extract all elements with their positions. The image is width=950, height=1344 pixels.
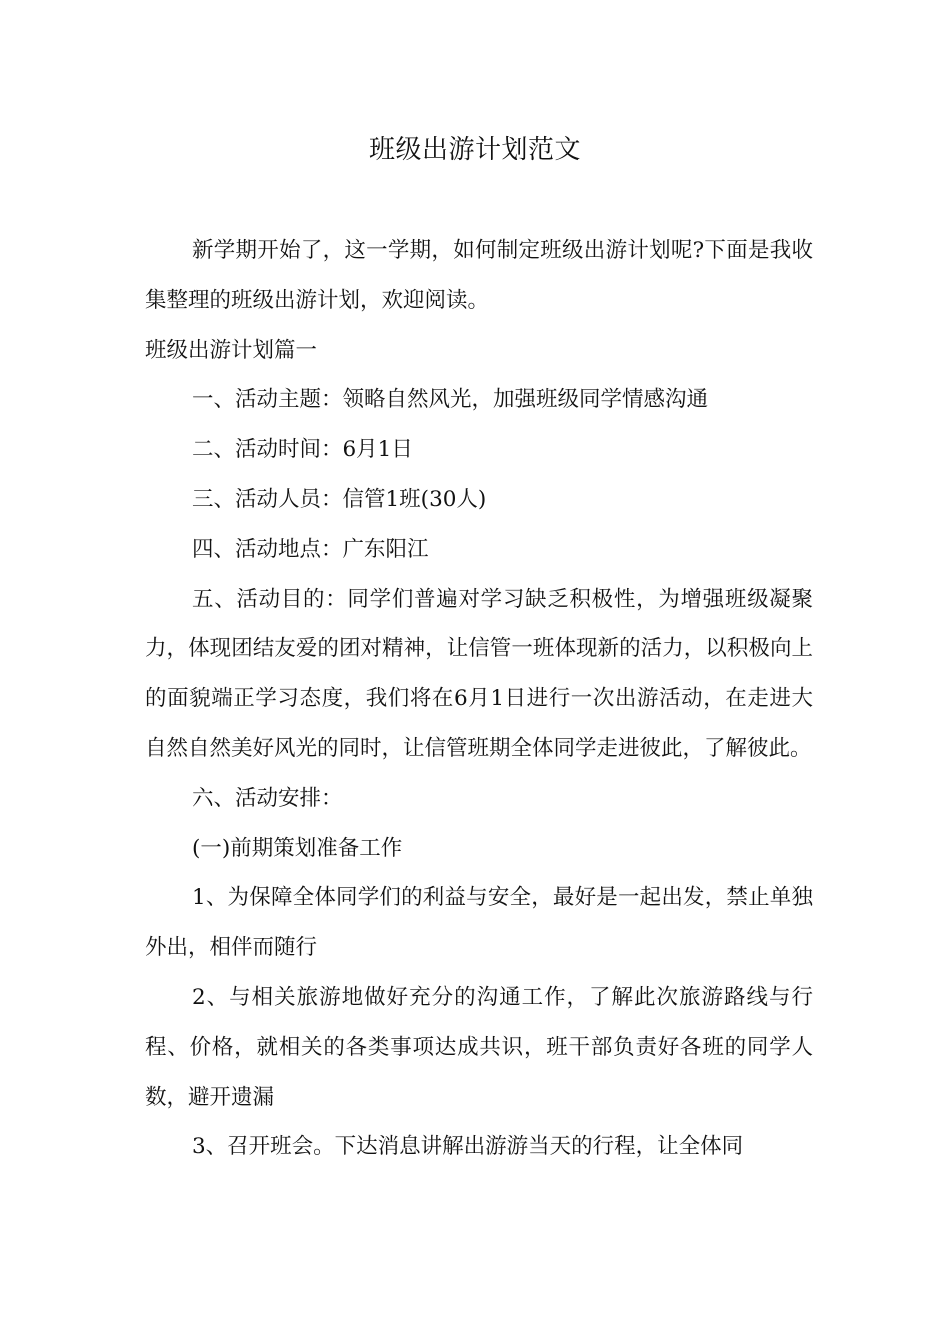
paragraph-item-2: 2、与相关旅游地做好充分的沟通工作，了解此次旅游路线与行程、价格，就相关的各类事项达成共识，班干部负责好各班的同学人数，避开遗漏	[145, 984, 813, 1110]
paragraph-purpose: 五、活动目的：同学们普遍对学习缺乏积极性，为增强班级凝聚力，体现团结友爱的团对精神，让信管一班体现新的活力，以积极向上的面貌端正学习态度，我们将在6月1日进行一次出游活动，在走进大自然自然美好风光的同时，让信管班期全体同学走进彼此，了解彼此。	[145, 586, 813, 761]
paragraph-intro: 新学期开始了，这一学期，如何制定班级出游计划呢?下面是我收集整理的班级出游计划，欢迎阅读。	[145, 238, 813, 313]
paragraph-item-3: 3、召开班会。下达消息讲解出游游当天的行程，让全体同	[192, 1134, 744, 1160]
paragraph-item-1: 1、为保障全体同学们的利益与安全，最好是一起出发，禁止单独外出，相伴而随行	[145, 885, 813, 961]
paragraph-arrangement: 六、活动安排：	[192, 785, 343, 811]
paragraph-preparation: (一)前期策划准备工作	[192, 835, 403, 861]
paragraph-location: 四、活动地点：广东阳江	[192, 536, 429, 562]
document-title: 班级出游计划范文	[368, 135, 581, 165]
section-heading: 班级出游计划篇一	[145, 337, 318, 363]
paragraph-theme: 一、活动主题：领略自然风光，加强班级同学情感沟通	[192, 387, 709, 413]
document-body	[145, 226, 813, 1172]
paragraph-participants: 三、活动人员：信管1班(30人)	[192, 486, 487, 512]
paragraph-time: 二、活动时间：6月1日	[192, 437, 413, 463]
